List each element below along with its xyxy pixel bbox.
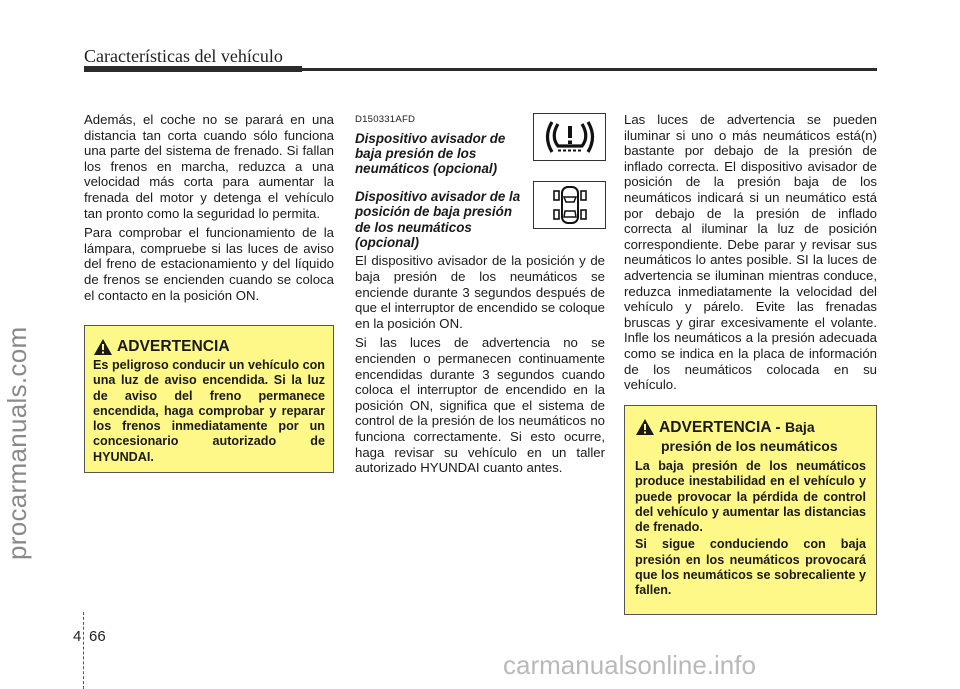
warning-title: ADVERTENCIA bbox=[117, 338, 230, 355]
warning-paragraph-overheat: Si sigue conduciendo con baja presión en los neumáticos provocará que los neumáticos se sobrecaliente y fallen. bbox=[635, 537, 866, 598]
warning-body-low-pressure bbox=[635, 459, 866, 599]
warning-header-low-pressure bbox=[635, 418, 866, 455]
column-right bbox=[624, 112, 877, 397]
warning-title-sub: Baja bbox=[785, 419, 815, 435]
warning-paragraph-instability: La baja presión de los neumáticos produce inestabilidad en el vehículo y puede provocar la pérdida de control del vehículo y aumentar las distancias de frenado. bbox=[635, 459, 866, 535]
warning-title-line2: presión de los neumáticos bbox=[661, 438, 838, 454]
paragraph-tpms-malfunction: Si las luces de advertencia no se encienden o permanecen continuamente encendidas durante 3 segundos cuando coloca el interruptor de encendido en la posición ON, significa que el sistema de control de la presión de los neumáticos no funciona correctamente. Si esto ocurre, haga revisar su vehículo en un taller autorizado HYUNDAI cuanto antes. bbox=[355, 335, 605, 476]
section-code: D150331AFD bbox=[355, 114, 416, 125]
heading-tpms: Dispositivo avisador de baja presión de los neumáticos (opcional) bbox=[355, 130, 506, 177]
bottom-watermark: carmanualsonline.info bbox=[503, 650, 756, 680]
page-number: 66 bbox=[89, 628, 106, 645]
column-left bbox=[84, 112, 334, 307]
warning-header bbox=[93, 338, 325, 356]
warning-title-low-pressure: ADVERTENCIA - bbox=[659, 419, 781, 436]
page-number-divider bbox=[83, 612, 85, 689]
warning-box-brake bbox=[84, 325, 334, 473]
paragraph-brake-failure: Además, el coche no se parará en una distancia tan corta cuando sólo funciona una parte del sistema de frenado. Si fallan los frenos en marcha, reduzca a una velocidad más corta para aumentar la frenada del motor y detenga el vehículo tan pronto como la seguridad lo permita. bbox=[84, 112, 334, 221]
paragraph-tpms-startup: El dispositivo avisador de la posición y de baja presión de los neumáticos se enciende durante 3 segundos después de que el interruptor de encendido se coloque en la posición ON. bbox=[355, 253, 606, 331]
paragraph-lamp-check: Para comprobar el funcionamiento de la lámpara, compruebe si las luces de aviso del freno de estacionamiento y del líquido de frenos se encienden cuando se coloca el contacto en la posición ON. bbox=[84, 225, 334, 303]
paragraph-tpms-warning-lights: Las luces de advertencia se pueden iluminar si uno o más neumáticos está(n) bastante por debajo de la presión de inflado correcta. El dispositivo avisador de posición de la presión baja de los neumáticos indicará si un neumático está por debajo de la presión de inflado correcta al iluminar la luz de posición correspondiente. Debe parar y revisar sus neumáticos lo antes posible. SI la luces de advertencia se iluminan mientras conduce, reduzca inmediatamente la velocidad del vehículo y párelo. Evite las frenadas bruscas y girar excesivamente el volante. Infle los neumáticos a la presión adecuada como se indica en la placa de información de los neumáticos colocada en su vehículo. bbox=[624, 112, 877, 393]
page-header-title: Características del vehículo bbox=[84, 46, 283, 66]
tire-pressure-symbol bbox=[544, 118, 596, 156]
tire-position-warning-icon bbox=[533, 181, 606, 229]
warning-triangle-icon bbox=[635, 418, 655, 436]
header-rule bbox=[84, 68, 877, 71]
warning-title-group bbox=[659, 418, 838, 455]
side-watermark: procarmanuals.com bbox=[2, 326, 32, 560]
warning-box-low-pressure bbox=[624, 405, 877, 615]
warning-triangle-icon bbox=[93, 338, 113, 356]
heading-tpms-position: Dispositivo avisador de la posición de baja presión de los neumáticos (opcional) bbox=[355, 188, 521, 251]
car-tire-position-symbol bbox=[548, 184, 592, 226]
warning-body: Es peligroso conducir un vehículo con una luz de aviso encendida. Si la luz de aviso del freno permanece encendida, haga comprobar y reparar los frenos inmediatamente por un concesionario autorizado de HYUNDAI. bbox=[93, 358, 325, 464]
column-middle bbox=[355, 112, 605, 480]
tire-pressure-warning-icon bbox=[533, 113, 606, 161]
section-number: 4 bbox=[73, 628, 82, 645]
